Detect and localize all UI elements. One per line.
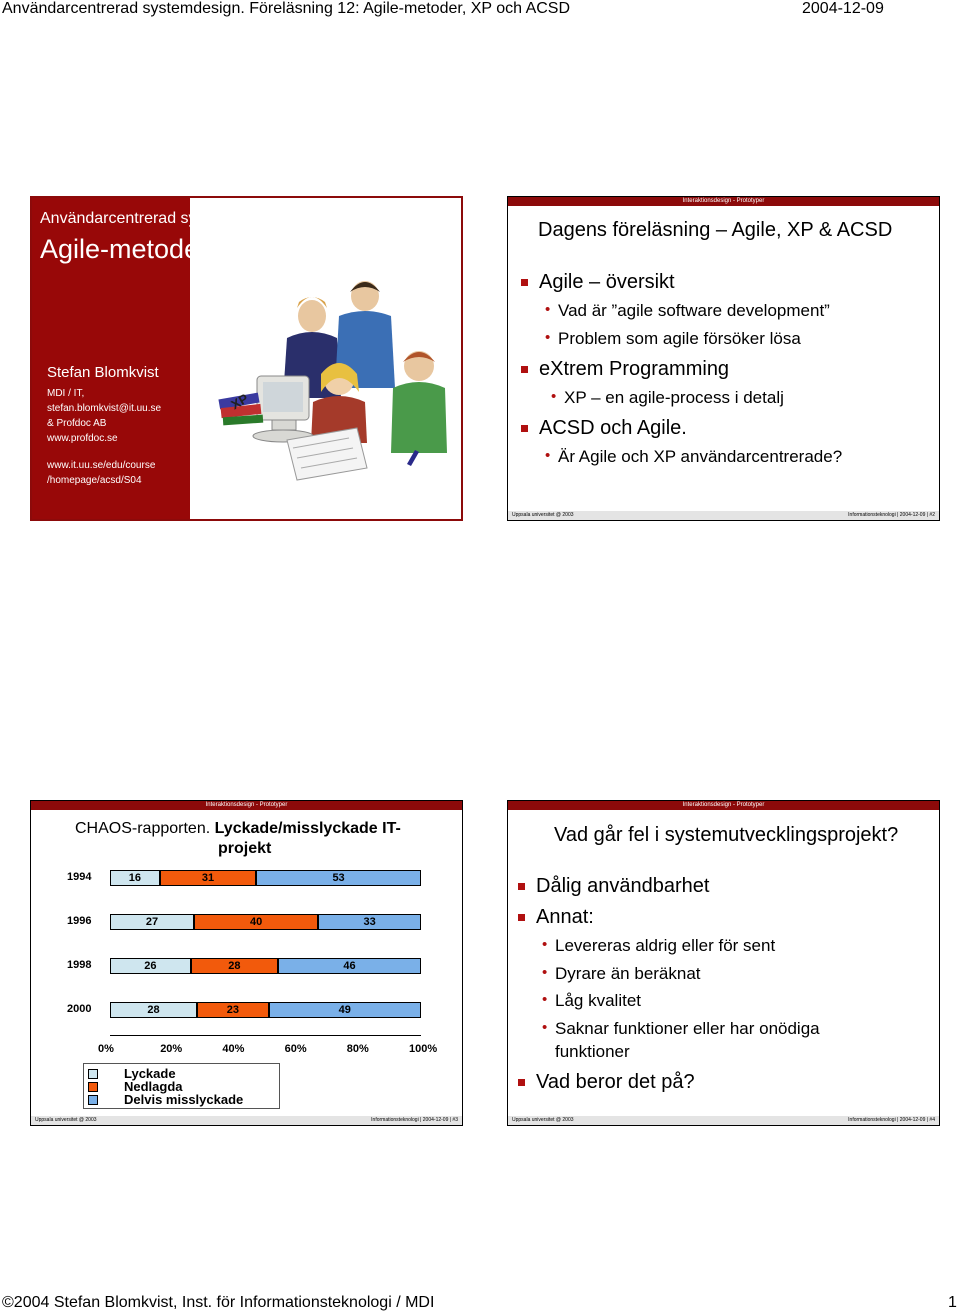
slide1-subtitle: Användarcentrerad systemdesign. Föreläsning 12 (40, 210, 394, 227)
slide2-item-1: • Vad är ”agile software development” (558, 301, 830, 321)
bar-label-1994-nedlagda: 31 (201, 872, 215, 884)
legend-swatch-lyckade (88, 1069, 98, 1079)
slide-3 (30, 800, 463, 1126)
slide2-topbar: Interaktionsdesign - Prototyper (508, 197, 939, 206)
chart-legend (83, 1063, 280, 1109)
slide2-item-0: Agile – översikt (539, 271, 675, 293)
bar-label-1994-delvis-misslyckade: 53 (332, 872, 345, 884)
slide3-footer (31, 1116, 462, 1125)
slide2-title: Dagens föreläsning – Agile, XP & ACSD (538, 219, 893, 241)
y-label-2000: 2000 (67, 1003, 92, 1015)
x-tick-5: 100% (409, 1043, 438, 1055)
slide2-item-4: • XP – en agile-process i detalj (564, 388, 784, 408)
slide2-footer-right: Informationsteknologi | 2004-12-09 | #2 (848, 512, 935, 518)
page-footer-number: 1 (948, 1294, 957, 1311)
slide2-footer-left: Uppsala universitet @ 2003 (512, 512, 574, 518)
slide1-affil-2: & Profdoc AB (47, 418, 107, 429)
slide4-footer-right: Informationsteknologi | 2004-12-09 | #4 (848, 1117, 935, 1123)
slide4-item-1: Annat: (536, 906, 594, 928)
slide3-title-bold: Lyckade/misslyckade IT- (214, 820, 401, 837)
slide2-item-5: ACSD och Agile. (539, 417, 687, 439)
slide4-topbar: Interaktionsdesign - Prototyper (508, 801, 939, 810)
slide4-item-6: funktioner (555, 1042, 630, 1061)
page-header-date: 2004-12-09 (802, 0, 884, 17)
slide4-item-4: • Låg kvalitet (555, 991, 641, 1011)
legend-label-delvis: Delvis misslyckade (124, 1092, 244, 1107)
slide4-footer-left: Uppsala universitet @ 2003 (512, 1117, 574, 1123)
slide2-item-2: • Problem som agile försöker lösa (558, 329, 801, 349)
slide2-footer (508, 511, 939, 520)
bar-label-2000-delvis-misslyckade: 49 (338, 1004, 351, 1016)
page-header-title: Användarcentrerad systemdesign. Föreläsning 12: Agile-metoder, XP och ACSD (2, 0, 571, 17)
slide3-footer-left: Uppsala universitet @ 2003 (35, 1117, 97, 1123)
xp-book-label: XP (228, 390, 251, 413)
slide3-topbar: Interaktionsdesign - Prototyper (31, 801, 462, 810)
x-tick-1: 20% (160, 1043, 183, 1055)
slide4-item-5: • Saknar funktioner eller har onödiga (555, 1019, 820, 1039)
slide4-item-7: Vad beror det på? (536, 1071, 695, 1093)
legend-label-lyckade: Lyckade (124, 1066, 176, 1081)
slide3-footer-right: Informationsteknologi | 2004-12-09 | #3 (371, 1117, 458, 1123)
slide1-affil-6: /homepage/acsd/S04 (47, 475, 142, 486)
page-footer-copyright: ©2004 Stefan Blomkvist, Inst. för Informationsteknologi / MDI (2, 1294, 435, 1311)
bar-label-1998-lyckade: 26 (144, 960, 157, 972)
slide3-title-plain: CHAOS-rapporten. (75, 820, 215, 837)
x-tick-4: 80% (346, 1043, 369, 1055)
bar-label-1996-delvis-misslyckade: 33 (363, 916, 376, 928)
slide-2 (507, 196, 940, 521)
slide2-item-3: eXtrem Programming (539, 358, 730, 380)
bar-label-1994-lyckade: 16 (128, 872, 141, 884)
legend-swatch-delvis (88, 1095, 98, 1105)
slide3-title-line2: projekt (218, 840, 272, 857)
people-computer-illustration (217, 268, 447, 483)
slide2-item-6: • Är Agile och XP användarcentrerade? (558, 447, 842, 467)
bar-label-2000-nedlagda: 23 (226, 1004, 239, 1016)
x-axis-line (110, 1035, 421, 1036)
slide1-affil-0: MDI / IT, (47, 388, 85, 399)
bar-label-1996-nedlagda: 40 (250, 916, 263, 928)
y-label-1996: 1996 (67, 915, 92, 927)
legend-label-nedlagda: Nedlagda (124, 1079, 183, 1094)
slide1-affil-1: stefan.blomkvist@it.uu.se (47, 403, 162, 414)
slide4-item-2: • Levereras aldrig eller för sent (555, 936, 775, 956)
slide4-footer (508, 1116, 939, 1125)
y-label-1998: 1998 (67, 959, 92, 971)
slide4-item-3: • Dyrare än beräknat (555, 964, 701, 984)
slide1-affil-5: www.it.uu.se/edu/course (47, 460, 156, 471)
x-tick-0: 0% (98, 1043, 114, 1055)
slide4-item-0: Dålig användbarhet (536, 875, 710, 897)
y-label-1994: 1994 (67, 871, 92, 883)
bar-label-2000-lyckade: 28 (147, 1004, 160, 1016)
bar-label-1996-lyckade: 27 (145, 916, 159, 928)
slide1-title: Agile-metoder, XP och ACSD (40, 234, 390, 264)
x-tick-3: 60% (284, 1043, 307, 1055)
slide1-affil-3: www.profdoc.se (47, 433, 118, 444)
slide4-title: Vad går fel i systemutvecklingsprojekt? (554, 824, 899, 846)
slide1-author: Stefan Blomkvist (47, 364, 159, 381)
slide3-title-line1 (75, 820, 401, 838)
bar-label-1998-delvis-misslyckade: 46 (343, 960, 356, 972)
slide-4 (507, 800, 940, 1126)
bar-label-1998-nedlagda: 28 (228, 960, 241, 972)
slide-1 (30, 196, 463, 521)
x-tick-2: 40% (222, 1043, 245, 1055)
legend-swatch-nedlagda (88, 1082, 98, 1092)
